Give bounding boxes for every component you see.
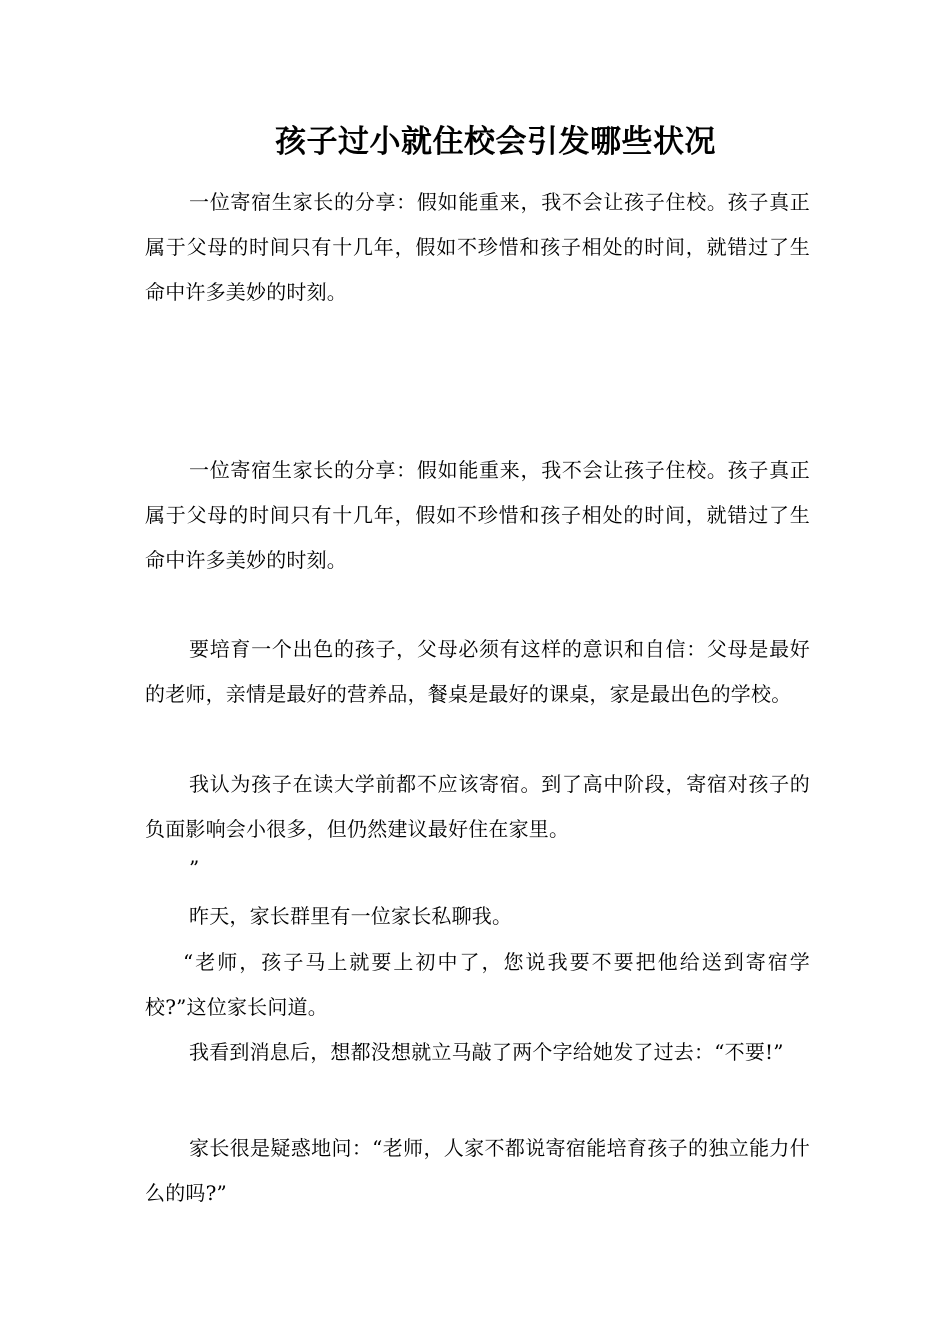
paragraph-8: 我看到消息后，想都没想就立马敲了两个字给她发了过去：“不要!” [189, 1040, 784, 1064]
paragraph-1: 一位寄宿生家长的分享：假如能重来，我不会让孩子住校。孩子真正属于父母的时间只有十几年，假如不珍惜和孩子相处的时间，就错过了生命中许多美妙的时刻。 [145, 190, 810, 304]
paragraph-4: 我认为孩子在读大学前都不应该寄宿。到了高中阶段，寄宿对孩子的负面影响会小很多，但仍然建议最好住在家里。 [145, 772, 810, 841]
paragraph-5: ” [189, 856, 200, 880]
paragraph-9: 家长很是疑惑地问：“老师，人家不都说寄宿能培育孩子的独立能力什么的吗?” [145, 1136, 810, 1205]
paragraph-2: 一位寄宿生家长的分享：假如能重来，我不会让孩子住校。孩子真正属于父母的时间只有十几年，假如不珍惜和孩子相处的时间，就错过了生命中许多美妙的时刻。 [145, 458, 810, 572]
paragraph-6: 昨天，家长群里有一位家长私聊我。 [189, 904, 513, 928]
paragraph-3: 要培育一个出色的孩子，父母必须有这样的意识和自信：父母是最好的老师，亲情是最好的营养品，餐桌是最好的课桌，家是最出色的学校。 [145, 637, 810, 706]
paragraph-7: “老师，孩子马上就要上初中了，您说我要不要把他给送到寄宿学校?”这位家长问道。 [145, 950, 810, 1019]
document-title: 孩子过小就住校会引发哪些状况 [275, 124, 716, 160]
